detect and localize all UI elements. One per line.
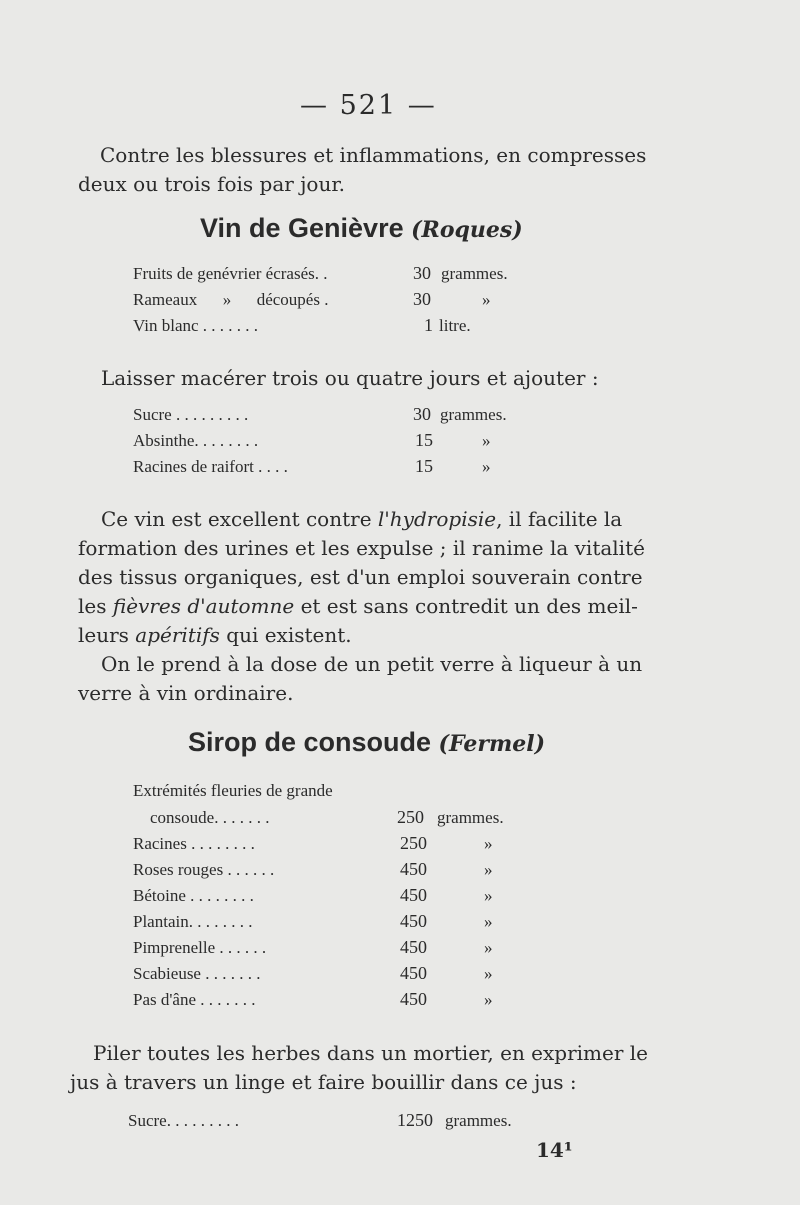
intro-line-2: deux ou trois fois par jour. <box>78 172 346 196</box>
page-number: — 521 — <box>300 90 437 121</box>
ingredient-unit: » <box>484 938 493 957</box>
recipe-title <box>200 213 523 244</box>
ingredient-first-line: Extrémités fleuries de grande <box>133 781 333 800</box>
addition-name: Sucre . . . . . . . . . <box>133 405 249 424</box>
instruction-text: Laisser macérer trois ou quatre jours et ajouter : <box>101 366 599 390</box>
ingredient-name: Racines . . . . . . . . <box>133 834 255 853</box>
ingredient-qty: 450 <box>400 989 427 1009</box>
dose-line-2: verre à vin ordinaire. <box>78 681 294 705</box>
ingredient-unit: grammes. <box>441 264 508 283</box>
ingredient-unit: » <box>484 964 493 983</box>
signature-mark: 14¹ <box>536 1138 573 1162</box>
description-line-4 <box>78 592 638 621</box>
addition-name: Racines de raifort . . . . <box>133 457 288 476</box>
ingredient-name: Sucre. . . . . . . . . <box>128 1111 239 1130</box>
ingredient-qty: 450 <box>400 885 427 905</box>
ingredient-qty: 250 <box>397 807 424 827</box>
text-run: qui existent. <box>219 623 352 647</box>
intro-line-1: Contre les blessures et inflammations, en compresses <box>100 143 647 167</box>
instruction-line-2: jus à travers un linge et faire bouillir dans ce jus : <box>70 1070 577 1094</box>
text-run: les <box>78 594 113 618</box>
ingredient-qty: 450 <box>400 911 427 931</box>
ingredient-name: Bétoine . . . . . . . . <box>133 886 254 905</box>
emphasis-text: fièvres d'automne <box>112 594 295 618</box>
addition-qty: 30 <box>413 404 431 424</box>
text-run: leurs <box>78 623 136 647</box>
ingredient-qty: 450 <box>400 859 427 879</box>
ingredient-unit: » <box>484 886 493 905</box>
ingredient-unit: » <box>484 834 493 853</box>
recipe-title <box>188 727 545 758</box>
addition-name: Absinthe. . . . . . . . <box>133 431 259 450</box>
addition-qty: 15 <box>415 430 433 450</box>
ingredient-qty: 30 <box>413 263 431 283</box>
ingredient-unit: grammes. <box>437 808 504 827</box>
addition-unit: grammes. <box>440 405 507 424</box>
addition-unit: » <box>482 457 491 476</box>
recipe-title-text: Vin de Genièvre <box>200 213 404 243</box>
ingredient-name: Rameaux » découpés . <box>133 290 329 309</box>
emphasis-text: apéritifs <box>135 623 220 647</box>
addition-qty: 15 <box>415 456 433 476</box>
ingredient-name: Scabieuse . . . . . . . <box>133 964 261 983</box>
recipe-title-text: Sirop de consoude <box>188 727 432 757</box>
text-run: , il facilite la <box>496 507 623 531</box>
ingredient-qty: 450 <box>400 963 427 983</box>
text-run: et est sans contredit un des meil- <box>294 594 638 618</box>
ingredient-name: Pimprenelle . . . . . . <box>133 938 267 957</box>
description-line-3: des tissus organiques, est d'un emploi souverain contre <box>78 565 643 589</box>
ingredient-name: Plantain. . . . . . . . <box>133 912 253 931</box>
ingredient-name: Roses rouges . . . . . . <box>133 860 275 879</box>
description-line-5 <box>78 621 352 650</box>
ingredient-qty: 30 <box>413 289 431 309</box>
ingredient-unit: grammes. <box>445 1111 512 1130</box>
ingredient-name: Pas d'âne . . . . . . . <box>133 990 256 1009</box>
ingredient-name: Fruits de genévrier écrasés. . <box>133 264 328 283</box>
addition-unit: » <box>482 431 491 450</box>
text-run: Ce vin est excellent contre <box>101 507 378 531</box>
ingredient-unit: » <box>482 290 491 309</box>
ingredient-unit: » <box>484 860 493 879</box>
description-line-2: formation des urines et les expulse ; il ranime la vitalité <box>78 536 645 560</box>
instruction-line-1: Piler toutes les herbes dans un mortier, en exprimer le <box>93 1041 649 1065</box>
ingredient-qty: 450 <box>400 937 427 957</box>
recipe-source: (Roques) <box>411 217 523 243</box>
ingredient-qty: 1 <box>424 315 433 335</box>
ingredient-name: Vin blanc . . . . . . . <box>133 316 259 335</box>
ingredient-unit: » <box>484 912 493 931</box>
description-line-1 <box>101 505 622 534</box>
dose-line-1: On le prend à la dose de un petit verre à liqueur à un <box>101 652 643 676</box>
ingredient-unit: litre. <box>439 316 471 335</box>
ingredient-name: consoude. . . . . . . <box>150 808 270 827</box>
ingredient-qty: 250 <box>400 833 427 853</box>
emphasis-text: l'hydropisie <box>377 507 497 531</box>
ingredient-qty: 1250 <box>397 1110 433 1130</box>
recipe-source: (Fermel) <box>438 731 546 757</box>
ingredient-unit: » <box>484 990 493 1009</box>
